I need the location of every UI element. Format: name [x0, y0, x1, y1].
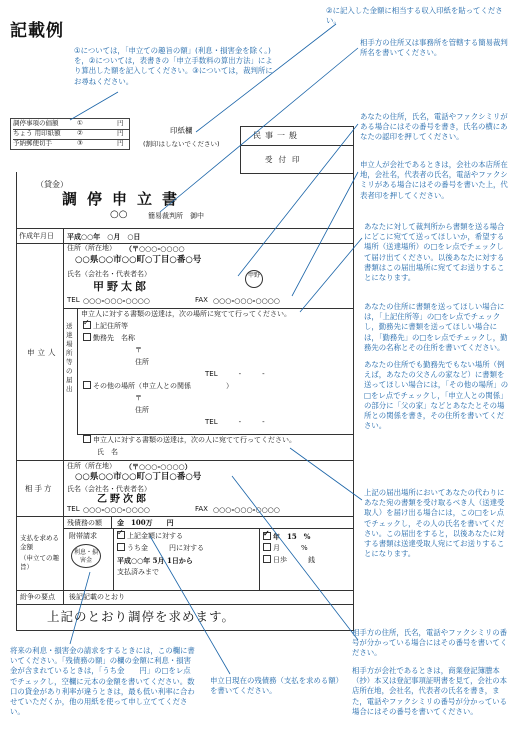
checkbox-all-amount[interactable]: ✓ [117, 528, 124, 537]
date-label: 作成年月日 [19, 232, 54, 240]
applicant-name: 甲野太郎 [93, 280, 149, 293]
opp-address-label: 住所（所在地） [67, 462, 116, 470]
zip-code: （〒○○○-○○○○ [125, 244, 185, 253]
work-address: 住所 [135, 358, 149, 366]
court-suffix: 簡易裁判所 御中 [148, 212, 204, 220]
incidental-label: 附帯請求 [69, 532, 97, 540]
seal-stamp: 甲野 [245, 270, 263, 288]
date-value: 平成○○年 ○月 ○日 [67, 232, 141, 241]
name-label: 氏名（会社名・代表者名） [67, 270, 151, 278]
opp-name-label: 氏名（会社名・代表者名） [67, 485, 151, 493]
rate-month[interactable]: 月 % [263, 544, 308, 553]
delivery-side-label: 送達場所等の届出 [66, 322, 73, 393]
opp-fax-label: FAX [195, 505, 208, 513]
recipient-name: 氏 名 [97, 448, 118, 456]
residual-label: 残債務の額 [67, 519, 102, 527]
note-company: 申立人が会社であるときは，会社の本店所在地，会社名，代表者の氏名，電話やファクシミリがある場合にはその番号を書いた上，代表者印を押してください。 [360, 160, 508, 200]
stamp-sub: (割印はしないでください) [143, 140, 220, 148]
rate-day[interactable]: 日歩 銭 [263, 556, 315, 565]
recipient-line[interactable]: 申立人に対する書類の送達は，次の人に宛てて行ってください。 [83, 436, 296, 445]
note-delivery-1: あなたに対して裁判所から書類を送る場合にどこに宛てて送ってほしいか，希望する場所（送達場所）の□をレ点でチェックして届け出てください。以後あなたに対する書類はこの届出場所に宛ててお送りすることになります。 [364, 222, 505, 283]
page-title: 記載例 [10, 21, 64, 41]
rate-year[interactable]: ✓ 年 15 % [263, 528, 311, 541]
court-name: ○○ [110, 209, 128, 220]
note-interest: 将来の利息・損害金の請求をするときには，この欄に書いてください。「残債務の額」の欄の金額に利息・損害金が含まれているときは，「うち金 円」の□をレ点でチェックし，空欄に元本の金額を書いてください。数口の貸金があり利率が違うときは，最も低い利率に合わせていただくか，他の用紙を使って申し立ててください。 [10, 646, 195, 717]
dispute-value: 後記記載のとおり [69, 593, 125, 601]
fee-row-3: 予納郵便切手 ③ 円 [13, 139, 124, 147]
form-heading: 調停申立書 [62, 190, 188, 208]
opt-work[interactable]: 勤務先 名称 [83, 334, 135, 343]
opp-fax: ○○○-○○○-○○○○ [213, 505, 280, 514]
note-delivery-3: あなたの住所でも勤務先でもない場所（例えば，あなたの父さんの家など）に書類を送ってほしい場合には，「その他の場所」の□をレ点でチェックし，「申立人との関係」の部分に「父の家」などとあなたとその場所との関係を書き，その住所を書いてください。 [364, 360, 509, 431]
delivery-intro: 申立人に対する書類の送達は，次の場所に宛てて行ってください。 [81, 310, 291, 318]
fee-row-2: ちょう 用印紙額 ② 円 [13, 129, 129, 140]
closing-text: 上記のとおり調停を求めます。 [47, 609, 236, 624]
other-zip: 〒 [135, 394, 142, 402]
note-applicant-name: あなたの住所，氏名，電話やファクシミリがある場合にはその番号を書き，氏名の横にあなたの認印を押してください。 [360, 112, 508, 142]
opt-address[interactable]: ✓ 上記住所等 [83, 318, 128, 330]
applicant-tel: ○○○-○○○-○○○○ [83, 296, 150, 305]
other-address: 住所 [135, 406, 149, 414]
note-stamp: ②に記入した金額に相当する収入印紙を貼ってください。 [326, 6, 503, 26]
opt-all-amount[interactable]: ✓ 上記金額に対する [117, 528, 183, 540]
applicant-fax: ○○○-○○○-○○○○ [213, 296, 280, 305]
until-paid: 支払済みまで [117, 568, 159, 576]
claim-label: 支払を求める金額 [20, 534, 59, 551]
interest-oval: 利息・損害金 [71, 544, 101, 568]
note-opponent-company: 相手方が会社であるときは，商業登記簿謄本（抄）本又は登記事項証明書を見て，会社の本店所在地，会社名，代表者の氏名を書き，また，電話やファクシミリの番号が分かっている場合にはその番号を書いてください。 [352, 666, 508, 716]
opp-tel: ○○○-○○○-○○○○ [83, 505, 150, 514]
fax-label: FAX [195, 296, 208, 304]
opt-part-amount[interactable]: うち金 円に対する [117, 544, 204, 553]
loan-category: （貸金） [36, 180, 68, 189]
opp-name: 乙野次郎 [97, 494, 149, 505]
other-tel: TEL - - [205, 418, 265, 426]
note-recipient: 上記の届出場所においてあなたの代わりにあなた宛の書類を受け取るべき人（送達受取人）を届け出る場合には，この□をレ点でチェックし，その人の氏名を書いてください。この届出をすると，以後あなたに対する書類は送達受取人宛にてお送りすることになります。 [364, 488, 505, 559]
note-opponent: 相手方の住所，氏名，電話やファクシミリの番号が分かっている場合にはその番号を書いてください。 [352, 628, 508, 658]
note-court: 相手方の住所又は事務所を管轄する簡易裁判所名を書いてください。 [360, 38, 508, 58]
checkbox-address[interactable]: ✓ [83, 318, 90, 327]
dispute-label: 紛争の要点 [20, 593, 55, 601]
case-type: 民事一般 [253, 131, 301, 140]
from-date: 平成○○年 5月 1日から [117, 556, 193, 565]
opp-zip: （〒○○○-○○○○） [125, 462, 192, 471]
address-label: 住所（所在地） [67, 244, 116, 252]
fee-row-1: 調停事項の価額 ① 円 [13, 119, 129, 130]
opp-tel-label: TEL [67, 505, 80, 513]
note-fee: ①については，「申立ての趣旨の額」(利息・損害金を除く。)を，②については，表書きの「申立手数料の算出方法」により算出した額を記入してください。③については，裁判所にお尋ねください。 [74, 46, 273, 86]
applicant-address: ○○県○○市○○町○丁目○番○号 [75, 255, 202, 265]
note-delivery-2: あなたの住所に書類を送ってほしい場合には，「上記住所等」の□をレ点でチェックし，勤務先に書類を送ってほしい場合には，「勤務先」の□をレ点でチェックし，勤務先の名称とその住所を書いてください。 [364, 302, 508, 352]
received-stamp-label: 受付印 [265, 155, 306, 164]
claim-sub: （申立ての趣旨） [20, 554, 59, 571]
tel-label: TEL [67, 296, 80, 304]
work-zip: 〒 [135, 346, 142, 354]
opponent-label: 相手方 [25, 484, 54, 493]
work-tel: TEL - - [205, 370, 265, 378]
stamp-label: 印紙欄 [170, 126, 193, 135]
checkbox-year[interactable]: ✓ [263, 528, 270, 538]
opt-other[interactable]: その他の場所（申立人との関係 ） [83, 382, 233, 391]
applicant-label: 申立人 [27, 348, 59, 357]
residual-value: 金 100万 円 [117, 518, 174, 527]
opp-address: ○○県○○市○○町○丁目○番○号 [75, 472, 202, 482]
note-residual: 申立日現在の残債務（支払を求める額）を書いてください。 [210, 676, 344, 696]
